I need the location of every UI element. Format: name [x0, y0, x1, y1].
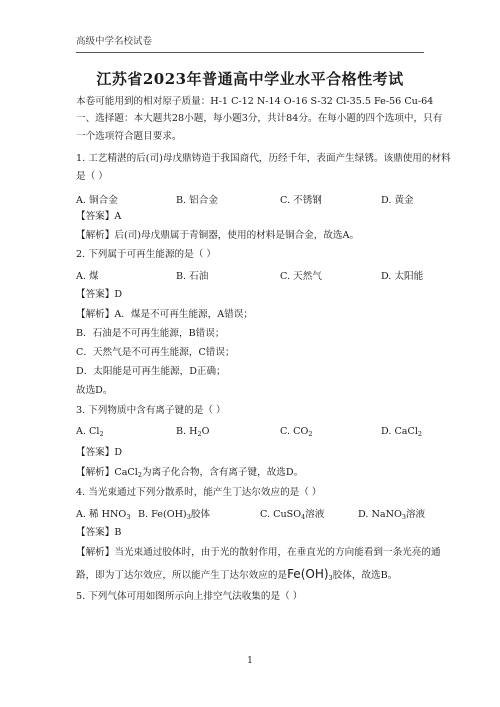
q3-option-a: A. $Cl_2$: [76, 426, 104, 438]
q2-option-b: B. 石油: [176, 271, 209, 282]
q4-option-a: A. 稀 $HNO_3$: [76, 509, 131, 521]
q4-stem: 4. 当光束通过下列分散系时，能产生丁达尔效应的是（ ）: [76, 487, 322, 498]
q4-answer: 【答案】B: [76, 527, 122, 538]
q4-option-b: B. $Fe(OH)_3$胶体: [138, 509, 211, 521]
q2-option-c: C. 天然气: [280, 271, 322, 282]
q2-analysis-line-1: 【解析】A．煤是不可再生能源，A错误；: [76, 309, 253, 320]
q1-answer: 【答案】A: [76, 211, 122, 222]
q2-options: [76, 268, 424, 281]
section-intro-line-2: 一个选项符合题目要求。: [76, 131, 182, 142]
q2-analysis-line-2: B．石油是不可再生能源，B错误；: [76, 328, 225, 339]
q4-options: [76, 506, 424, 519]
header-divider: [76, 52, 424, 53]
q3-analysis: 【解析】CaCl$_2$为离子化合物，含有离子键，故选D。: [76, 467, 304, 479]
q4-analysis-line-1: 【解析】当光束通过胶体时，由于光的散射作用，在垂直光的方向能看到一条光亮的通: [76, 547, 441, 558]
q2-stem: 2. 下列属于可再生能源的是（ ）: [76, 249, 216, 260]
q3-option-c: C. $CO_2$: [280, 426, 313, 438]
q1-analysis: 【解析】后(司)母戊鼎属于青铜器，使用的材料是铜合金，故选A。: [76, 230, 360, 241]
q3-option-d: D. CaCl$_2$: [381, 426, 423, 438]
page-header: 高级中学名校试卷: [76, 36, 153, 47]
q3-option-b: B. $H_2O$: [176, 426, 210, 438]
q1-option-d: D. 黄金: [381, 195, 414, 206]
page-number: 1: [247, 656, 253, 666]
q4-option-c: C. CuSO$_4$溶液: [260, 509, 325, 521]
q4-analysis-line-2: 路，即为丁达尔效应，所以能产生丁达尔效应的是$Fe(OH)_3$胶体，故选B。: [76, 567, 398, 582]
q4-option-d: D. NaNO$_3$溶液: [358, 509, 426, 521]
q1-options: [76, 192, 424, 205]
exam-title: 江苏省2023年普通高中学业水平合格性考试: [96, 70, 404, 88]
q2-answer: 【答案】D: [76, 289, 123, 300]
feoh3-formula: Fe(OH): [287, 567, 329, 581]
section-intro-line-1: 一、选择题：本大题共28小题，每小题3分，共计84分。在每小题的四个选项中，只有: [76, 113, 443, 124]
q3-options: [76, 426, 424, 439]
q2-analysis-line-4: D．太阳能是可再生能源，D正确；: [76, 366, 226, 377]
q5-stem: 5. 下列气体可用如图所示向上排空气法收集的是（ ）: [76, 591, 303, 602]
q1-option-a: A. 铜合金: [76, 195, 118, 206]
atomic-masses-line: 本卷可能用到的相对原子质量：H-1 C-12 N-14 O-16 S-32 Cl-35.5 Fe-56 Cu-64: [76, 96, 434, 107]
q2-option-d: D. 太阳能: [381, 271, 424, 282]
q2-option-a: A. 煤: [76, 271, 99, 282]
q3-answer: 【答案】D: [76, 447, 123, 458]
q2-analysis-line-5: 故选D。: [76, 385, 113, 396]
q3-stem: 3. 下列物质中含有离子键的是（ ）: [76, 405, 226, 416]
q1-option-b: B. 铝合金: [176, 195, 218, 206]
q1-stem-line-1: 1. 工艺精湛的后(司)母戊鼎铸造于我国商代，历经千年，表面产生绿锈。该鼎使用的材料: [76, 153, 451, 164]
q1-stem-line-2: 是（ ）: [76, 171, 108, 182]
q2-analysis-line-3: C．天然气是不可再生能源，C错误；: [76, 347, 235, 358]
q1-option-c: C. 不锈钢: [280, 195, 322, 206]
